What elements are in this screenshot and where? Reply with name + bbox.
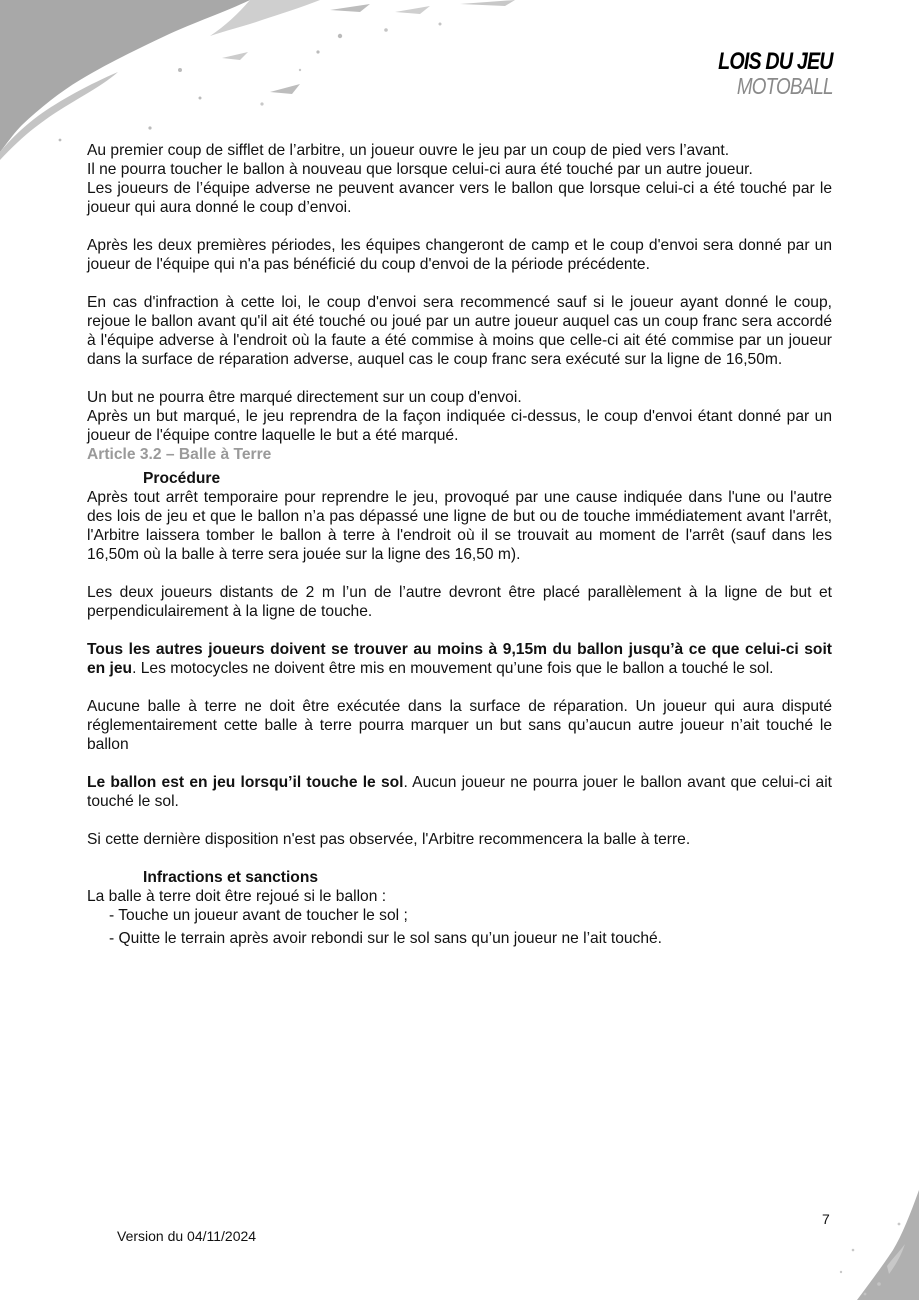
paragraph-procedure: Après tout arrêt temporaire pour reprendre le jeu, provoqué par une cause indiquée dans l'une ou l'autre des lois de jeu et que le ballon n’a pas dépassé une ligne de but ou de touche immédiatement avant l'arrêt, l'Arbitre laissera tomber le ballon à terre à l'endroit où il se trouvait au moment de l'arrêt (sauf dans les 16,50m où la balle à terre sera jouée sur la ligne des 16,50 m). [87, 489, 832, 563]
paragraph-penalty-area: Aucune balle à terre ne doit être exécutée dans la surface de réparation. Un joueur qui aura disputé réglementairement cette balle à terre pourra marquer un but sans qu’aucun autre joueur n’ait touché le ballon [87, 698, 832, 753]
paragraph-ball-in-play [87, 773, 832, 811]
brush-stroke-decoration-bottom [769, 1180, 919, 1300]
paragraph-rejoue: La balle à terre doit être rejoué si le ballon : [87, 888, 387, 905]
ball-in-play-bold: Le ballon est en jeu lorsqu’il touche le sol [87, 774, 404, 791]
version-footer: Version du 04/11/2024 [117, 1228, 257, 1244]
lois-du-jeu-logo [693, 50, 833, 98]
distance-rule-bold: Tous les autres joueurs doivent se trouver au moins à 9,15m du ballon jusqu’à ce que celui-ci soit en jeu [87, 641, 832, 677]
logo-subtitle: MOTOBALL [737, 73, 833, 99]
document-body [87, 141, 832, 948]
paragraph-infraction: En cas d'infraction à cette loi, le coup d'envoi sera recommencé sauf si le joueur ayant donné le coup, rejoue le ballon avant qu'il ait été touché ou joué par un autre joueur auquel cas un coup franc sera accordé à l'équipe adverse à l'endroit où la faute a été commise à moins que celle-ci ait été commise par un joueur dans la surface de réparation adverse, auquel cas le coup franc sera exécuté sur la ligne de 16,50m. [87, 294, 832, 368]
paragraph-kickoff-1: Au premier coup de sifflet de l’arbitre, un joueur ouvre le jeu par un coup de pied vers l’avant. [87, 142, 730, 159]
list-item: - Touche un joueur avant de toucher le sol ; [109, 907, 408, 924]
list-item: - Quitte le terrain après avoir rebondi sur le sol sans qu’un joueur ne l’ait touché. [109, 930, 663, 947]
paragraph-after-goal: Après un but marqué, le jeu reprendra de la façon indiquée ci-dessus, le coup d'envoi étant donné par un joueur de l'équipe contre laquelle le but a été marqué. [87, 408, 832, 444]
paragraph-restart: Si cette dernière disposition n'est pas observée, l'Arbitre recommencera la balle à terre. [87, 831, 691, 848]
ball-in-play-rest: . Aucun joueur ne pourra jouer le ballon avant que celui-ci ait touché le sol. [87, 774, 833, 810]
paragraph-change-ends: Après les deux premières périodes, les équipes changeront de camp et le coup d'envoi sera donné par un joueur de l'équipe qui n'a pas bénéficié du coup d'envoi de la période précédente. [87, 237, 832, 273]
page-number: 7 [822, 1211, 830, 1227]
distance-rule-rest: . Les motocycles ne doivent être mis en mouvement qu’une fois que le ballon a touché le sol. [132, 660, 774, 677]
paragraph-two-players: Les deux joueurs distants de 2 m l’un de l’autre devront être placé parallèlement à la ligne de but et perpendiculairement à la ligne de touche. [87, 584, 832, 620]
article-title: Article 3.2 – Balle à Terre [87, 446, 272, 463]
infractions-heading: Infractions et sanctions [143, 869, 319, 886]
paragraph-kickoff-3: Les joueurs de l’équipe adverse ne peuvent avancer vers le ballon que lorsque celui-ci a été touché par le joueur qui aura donné le coup d’envoi. [87, 180, 832, 216]
paragraph-no-direct-goal: Un but ne pourra être marqué directement sur un coup d'envoi. [87, 389, 522, 406]
procedure-heading: Procédure [143, 470, 221, 487]
paragraph-kickoff-2: Il ne pourra toucher le ballon à nouveau que lorsque celui-ci aura été touché par un autre joueur. [87, 161, 753, 178]
paragraph-distance [87, 640, 832, 678]
logo-title: LOIS DU JEU [718, 48, 833, 75]
